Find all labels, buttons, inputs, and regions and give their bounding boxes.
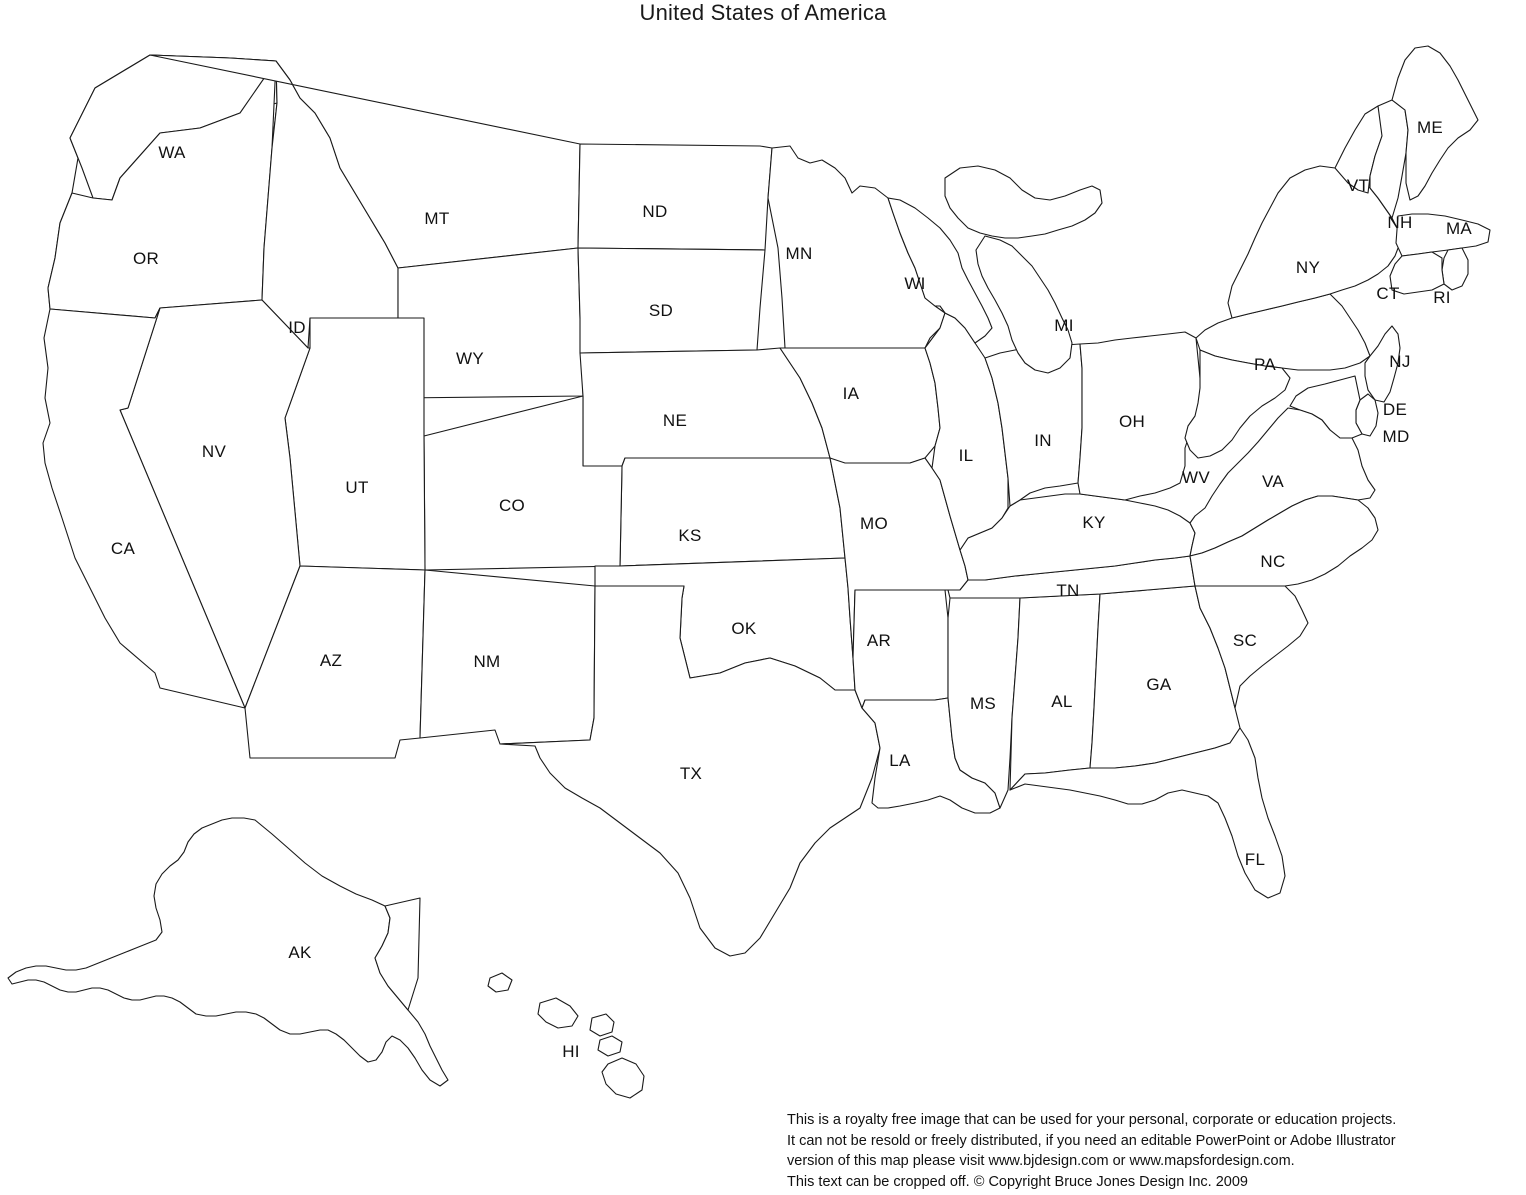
state-label-mo: MO <box>860 514 888 533</box>
state-label-de: DE <box>1382 400 1408 419</box>
state-label-mi: MI <box>1054 316 1074 335</box>
state-label-sc: SC <box>1232 631 1258 650</box>
state-label-vt: VT <box>1346 176 1370 195</box>
state-label-ri: RI <box>1433 288 1451 307</box>
usa-map-outline <box>0 18 1526 1123</box>
state-outline-nd <box>578 144 772 250</box>
state-outline-hi-molokai <box>590 1014 614 1036</box>
state-borders <box>8 46 1490 1098</box>
copyright-line-2: It can not be resold or freely distributed, if you need an editable PowerPoint or Adobe Illustrator <box>787 1132 1396 1149</box>
state-outline-hi-oahu <box>538 998 578 1028</box>
state-label-wv: WV <box>1182 468 1210 487</box>
state-label-ca: CA <box>110 539 136 558</box>
state-label-ks: KS <box>678 526 702 545</box>
state-label-nm: NM <box>473 652 501 671</box>
state-label-wy: WY <box>456 349 484 368</box>
state-label-mt: MT <box>424 209 450 228</box>
state-label-md: MD <box>1382 427 1410 446</box>
state-label-nd: ND <box>642 202 668 221</box>
state-label-il: IL <box>958 446 974 465</box>
state-outline-ks <box>620 458 845 566</box>
state-label-ar: AR <box>866 631 892 650</box>
state-outline-hi-maui <box>598 1036 622 1056</box>
state-label-tn: TN <box>1056 581 1080 600</box>
copyright-line-1: This is a royalty free image that can be used for your personal, corporate or education projects. <box>787 1112 1397 1128</box>
state-label-nh: NH <box>1387 213 1413 232</box>
state-outline-hi-kauai <box>488 973 512 992</box>
state-label-ne: NE <box>662 411 688 430</box>
state-outline-mi-lower <box>976 236 1072 373</box>
state-outline-mi-upper <box>945 166 1102 238</box>
state-label-ut: UT <box>345 478 369 497</box>
state-label-ma: MA <box>1445 219 1473 238</box>
state-label-oh: OH <box>1118 412 1146 431</box>
state-label-ny: NY <box>1295 258 1321 277</box>
state-label-wa: WA <box>158 143 186 162</box>
state-label-or: OR <box>132 249 160 268</box>
state-label-az: AZ <box>319 651 343 670</box>
copyright-line-3: version of this map please visit www.bjdesign.com or www.mapsfordesign.com. <box>787 1153 1295 1169</box>
state-outline-hi-big-island <box>602 1058 644 1098</box>
state-label-me: ME <box>1416 118 1444 137</box>
state-label-fl: FL <box>1244 850 1266 869</box>
state-label-sd: SD <box>648 301 674 320</box>
state-label-nv: NV <box>201 442 227 461</box>
page-title: United States of America <box>639 0 887 25</box>
state-label-in: IN <box>1034 431 1052 450</box>
state-label-ok: OK <box>731 619 757 638</box>
copyright-notice <box>787 1110 1507 1192</box>
state-label-pa: PA <box>1253 355 1277 374</box>
state-label-ak: AK <box>288 943 312 962</box>
state-label-ct: CT <box>1376 284 1400 303</box>
state-label-ky: KY <box>1082 513 1106 532</box>
state-label-la: LA <box>889 751 911 770</box>
state-label-co: CO <box>498 496 526 515</box>
state-label-ga: GA <box>1146 675 1172 694</box>
state-label-tx: TX <box>679 764 703 783</box>
state-label-mn: MN <box>785 244 813 263</box>
state-label-al: AL <box>1051 692 1073 711</box>
state-label-hi: HI <box>562 1042 580 1061</box>
state-label-id: ID <box>288 318 306 337</box>
state-outline-ri <box>1442 248 1468 290</box>
state-label-ia: IA <box>842 384 860 403</box>
state-label-wi: WI <box>904 274 926 293</box>
copyright-line-4: This text can be cropped off. © Copyright Bruce Jones Design Inc. 2009 <box>787 1173 1248 1190</box>
state-outline-nm <box>420 570 595 744</box>
state-label-ms: MS <box>969 694 997 713</box>
state-label-va: VA <box>1261 472 1285 491</box>
state-label-nc: NC <box>1260 552 1286 571</box>
state-outline-wy <box>398 248 583 398</box>
state-label-nj: NJ <box>1389 352 1411 371</box>
